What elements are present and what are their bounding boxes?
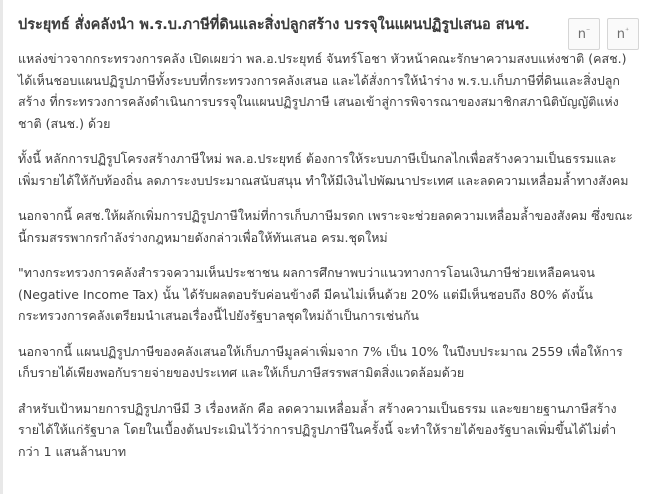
font-size-decrease-button[interactable] [568,18,600,50]
font-size-increase-sup: ⁺ [625,25,630,35]
font-size-toolbar [568,18,639,50]
article-paragraph: สำหรับเป้าหมายการปฏิรูปภาษีมี 3 เรื่องหลัก คือ ลดความเหลื่อมล้ำ สร้างความเป็นธรรม และขยายฐานภาษีสร้างรายได้ให้แก่รัฐบาล โดยในเบื้องต้นประเมินไว้ว่าการปฏิรูปภาษีในครั้งนี้ จะทำให้รายได้ของรัฐบาลเพิ่มขึ้นได้ไม่ต่ำกว่า 1 แสนล้านบาท [18,400,617,459]
font-size-increase-label: n [616,26,625,42]
article-paragraph: นอกจากนี้ คสช.ให้ผลักเพิ่มการปฏิรูปภาษีใหม่ที่การเก็บภาษีมรดก เพราะจะช่วยลดความเหลื่อมล้ำของสังคม ซึ่งขณะนี้กรมสรรพากรกำลังร่างกฎหมายดังกล่าวเพื่อให้ทันเสนอ ครม.ชุดใหม่ [18,208,633,245]
article-body [18,48,637,462]
font-size-decrease-label: n [577,26,586,42]
page-title: ประยุทธ์ สั่งคลังนำ พ.ร.บ.ภาษีที่ดินและสิ่งปลูกสร้าง บรรจุในแผนปฏิรูปเสนอ สนช. [18,17,530,33]
font-size-increase-button[interactable] [607,18,639,50]
article-paragraph: แหล่งข่าวจากกระทรวงการคลัง เปิดเผยว่า พล.อ.ประยุทธ์ จันทร์โอชา หัวหน้าคณะรักษาความสงบแห่งชาติ (คสช.) ได้เห็นชอบแผนปฏิรูปภาษีทั้งระบบที่กระทรวงการคลังเสนอ และได้สั่งการให้นำร่าง พ.ร.บ.เก็บภาษีที่ดินและสิ่งปลูกสร้าง ที่กระทรวงการคลังดำเนินการบรรจุในแผนปฏิรูปภาษี เสนอเข้าสู่การพิจารณาของสมาชิกสภานิติบัญญัติแห่งชาติ (สนช.) ด้วย [18,51,627,131]
left-edge-rule [0,0,3,494]
font-size-decrease-sup: ⁻ [586,25,591,35]
article-paragraph: ทั้งนี้ หลักการปฏิรูปโครงสร้างภาษีใหม่ พล.อ.ประยุทธ์ ต้องการให้ระบบภาษีเป็นกลไกเพื่อสร้างความเป็นธรรมและเพิ่มรายได้ให้กับท้องถิ่น ลดภาระงบประมาณสนับสนุน ทำให้มีเงินไปพัฒนาประเทศ และลดความเหลื่อมล้ำทางสังคม [18,151,629,188]
article-paragraph: นอกจากนี้ แผนปฏิรูปภาษีของคลังเสนอให้เก็บภาษีมูลค่าเพิ่มจาก 7% เป็น 10% ในปีงบประมาณ 2559 เพื่อให้การเก็บรายได้เพียงพอกับรายจ่ายของประเทศ และให้เก็บภาษีสรรพสามิตสิ่งแวดล้อมด้วย [18,343,623,381]
article-paragraph: "ทางกระทรวงการคลังสำรวจความเห็นประชาชน ผลการศึกษาพบว่าแนวทางการโอนเงินภาษีช่วยเหลือคนจน (Negative Income Tax) นั้น ได้รับผลตอบรับค่อนข้างดี มีคนไม่เห็นด้วย 20% แต่มีเห็นชอบถึง 80% ดังนั้นกระทรวงการคลังเตรียมนำเสนอเรื่องนี้ไปยังรัฐบาลชุดใหม่ถ้าเป็นการเช่นกัน [18,265,595,324]
